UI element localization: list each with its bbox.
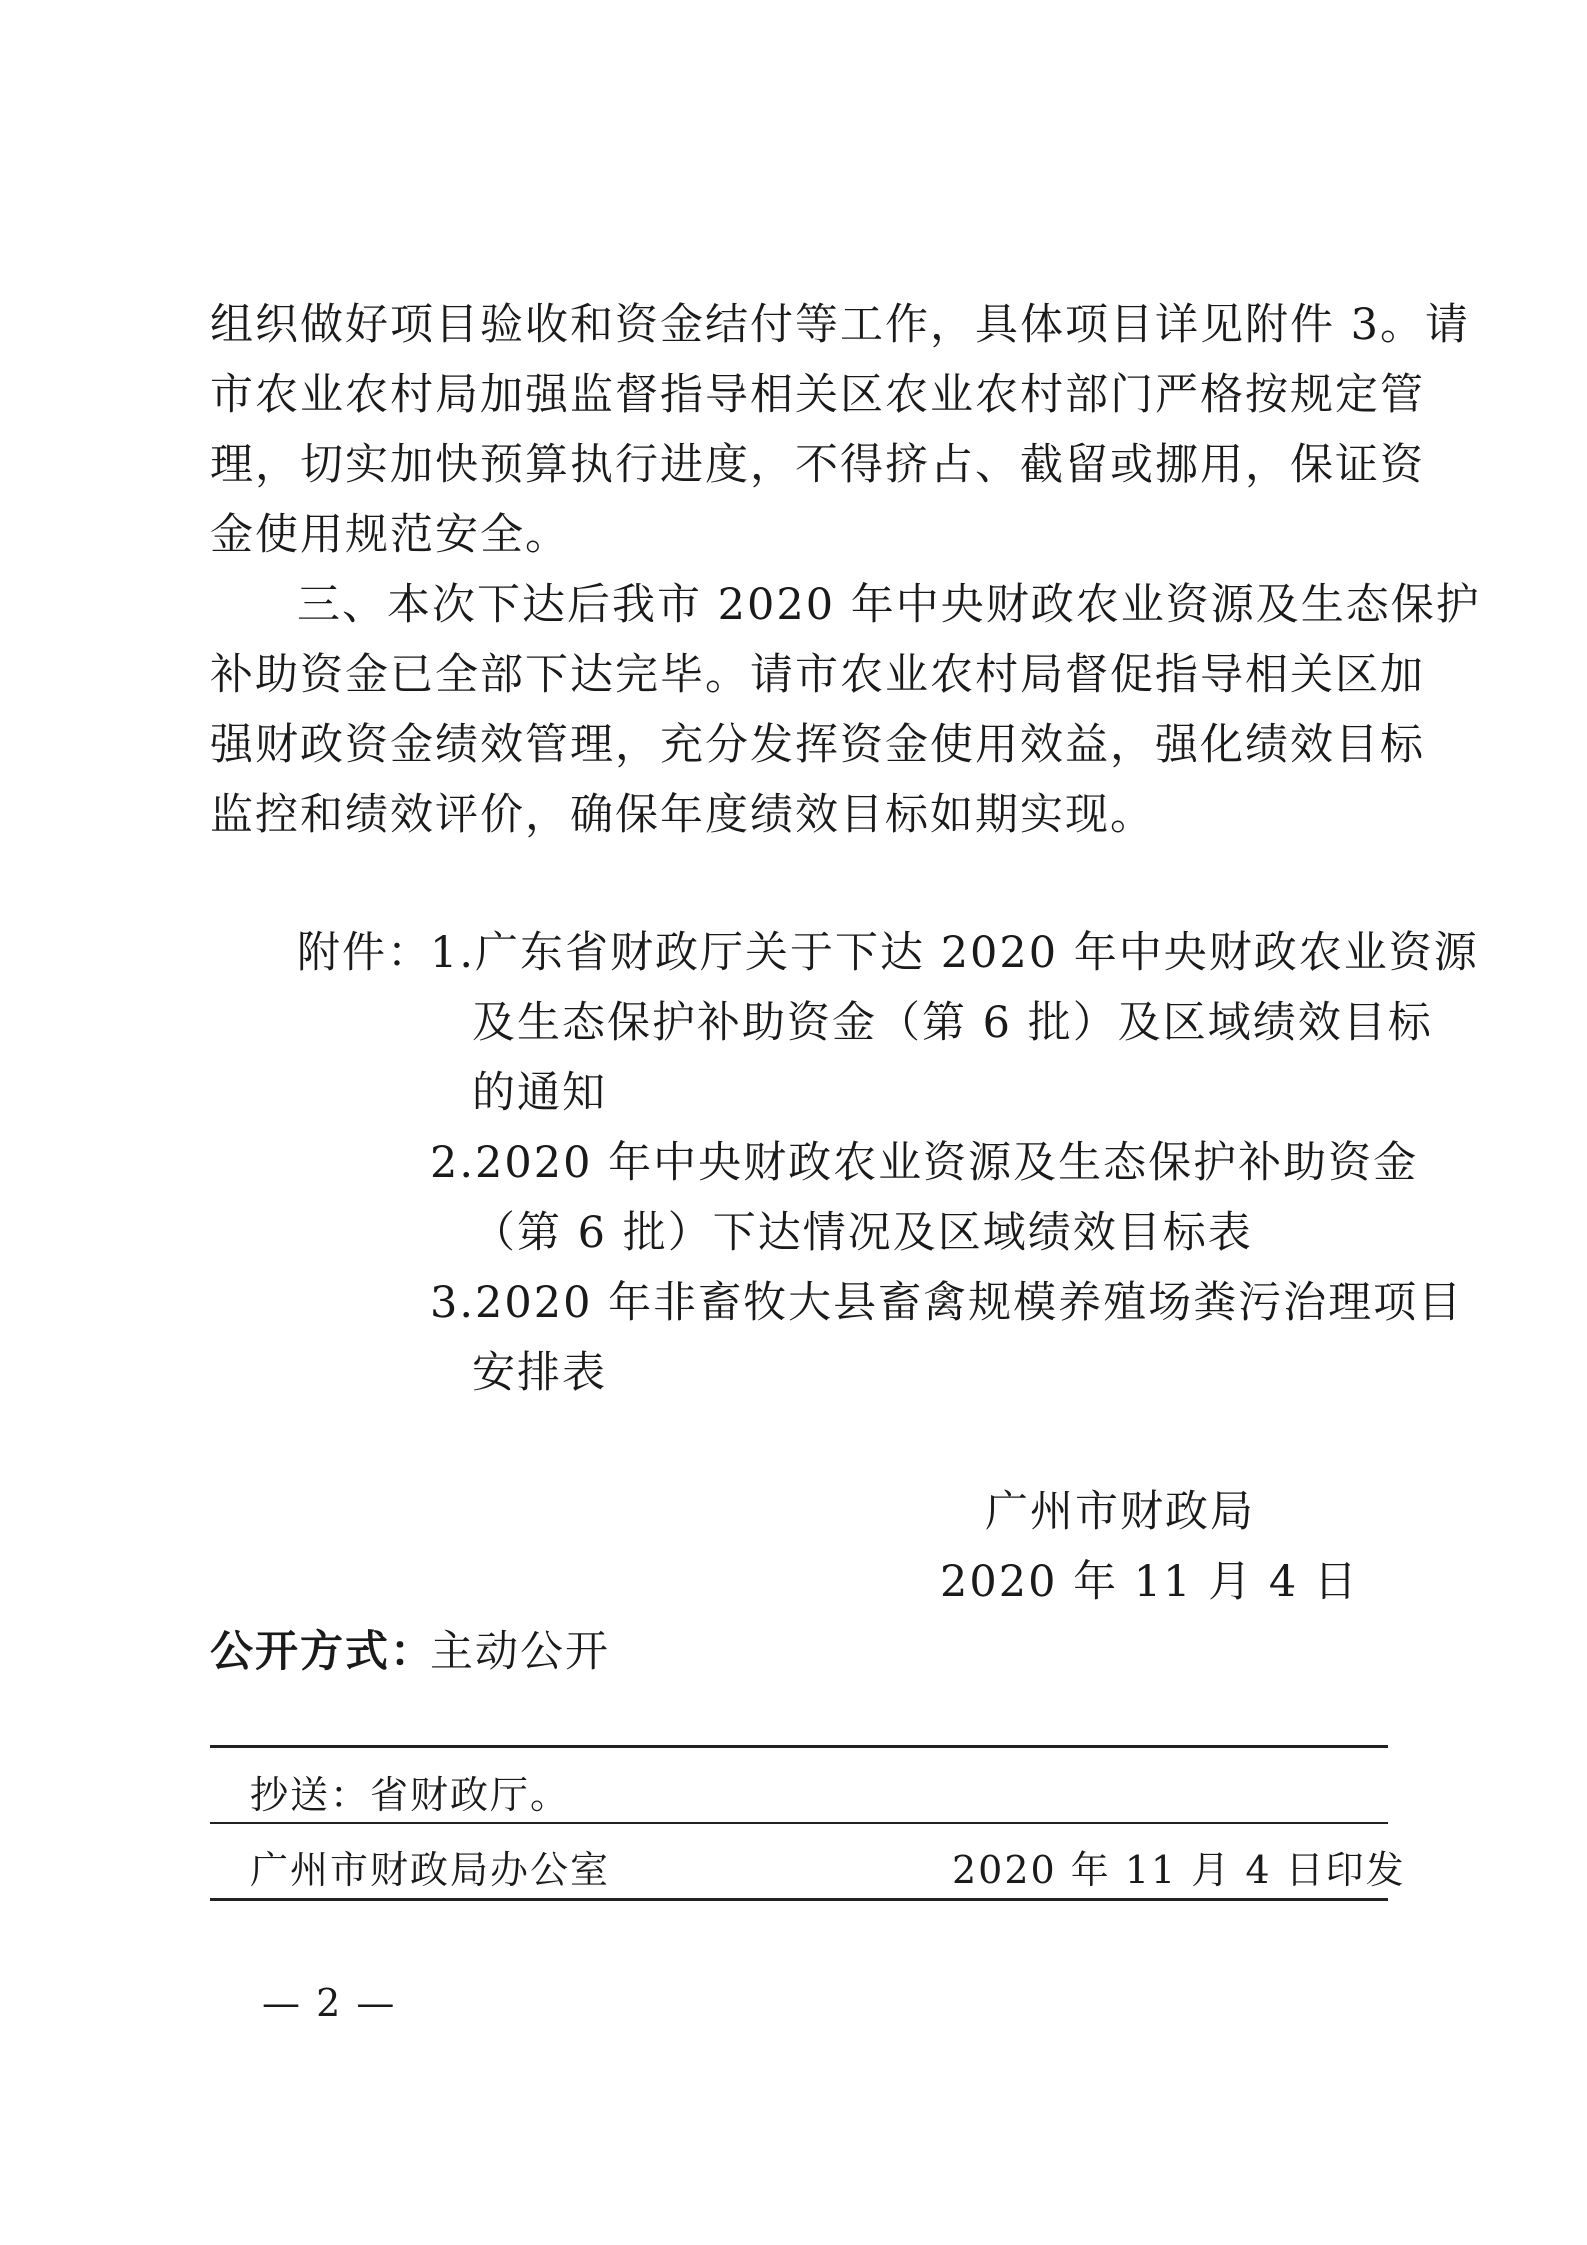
footer-bottom-rule <box>210 1898 1388 1901</box>
page-number: — 2 — <box>262 1981 397 2025</box>
signature-date: 2020 年 11 月 4 日 <box>940 1557 1359 1607</box>
attachment-1-line-2: 及生态保护补助资金（第 6 批）及区域绩效目标 <box>472 998 1433 1048</box>
footer-issuer: 广州市财政局办公室 <box>250 1848 611 1892</box>
attachment-1-line-1: 1.广东省财政厅关于下达 2020 年中央财政农业资源 <box>430 928 1479 978</box>
attachments-label: 附件： <box>297 928 432 978</box>
body-line-6: 补助资金已全部下达完毕。请市农业农村局督促指导相关区加 <box>210 650 1425 700</box>
attachment-2-line-1: 2.2020 年中央财政农业资源及生态保护补助资金 <box>430 1138 1419 1188</box>
body-line-8: 监控和绩效评价，确保年度绩效目标如期实现。 <box>210 790 1155 840</box>
disclosure-label: 公开方式： <box>210 1627 435 1677</box>
body-line-7: 强财政资金绩效管理，充分发挥资金使用效益，强化绩效目标 <box>210 720 1425 770</box>
attachment-3-line-2: 安排表 <box>472 1348 607 1398</box>
footer-print-date: 2020 年 11 月 4 日印发 <box>952 1848 1406 1892</box>
body-line-2: 市农业农村局加强监督指导相关区农业农村部门严格按规定管 <box>210 370 1425 420</box>
body-line-4: 金使用规范安全。 <box>210 510 570 560</box>
attachment-1-line-3: 的通知 <box>472 1068 607 1118</box>
footer-top-rule <box>210 1745 1388 1748</box>
body-line-3: 理，切实加快预算执行进度，不得挤占、截留或挪用，保证资 <box>210 440 1425 490</box>
footer-middle-rule <box>210 1822 1388 1824</box>
attachment-3-line-1: 3.2020 年非畜牧大县畜禽规模养殖场粪污治理项目 <box>430 1278 1464 1328</box>
attachment-2-line-2: （第 6 批）下达情况及区域绩效目标表 <box>472 1208 1253 1258</box>
signature-org: 广州市财政局 <box>985 1487 1255 1537</box>
body-line-1: 组织做好项目验收和资金结付等工作，具体项目详见附件 3。请 <box>210 300 1471 350</box>
body-line-5: 三、本次下达后我市 2020 年中央财政农业资源及生态保护 <box>297 580 1481 630</box>
disclosure-value: 主动公开 <box>430 1627 610 1677</box>
footer-cc: 抄送：省财政厅。 <box>250 1773 571 1817</box>
